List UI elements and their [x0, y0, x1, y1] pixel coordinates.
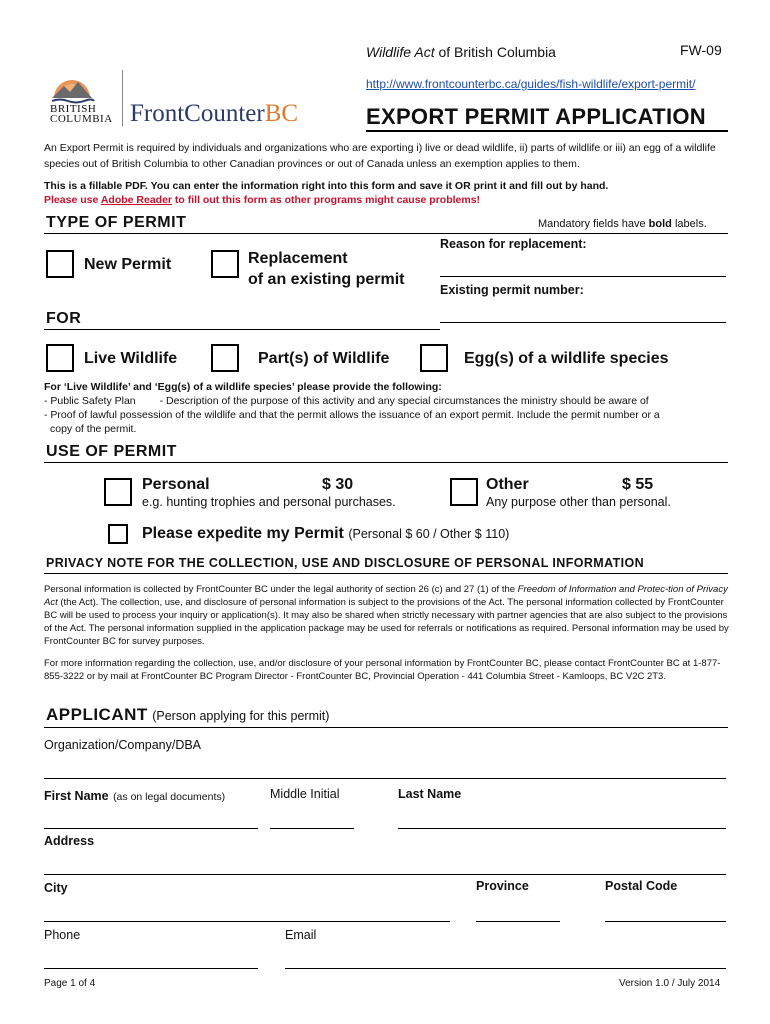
city-input[interactable]: [44, 921, 450, 922]
page-title: EXPORT PERMIT APPLICATION: [366, 104, 706, 129]
middle-initial-input[interactable]: [270, 828, 354, 829]
email-label: Email: [285, 928, 317, 942]
city-label: City: [44, 881, 68, 895]
intro-text: An Export Permit is required by individuals and organizations who are exporting i) live or dead wildlife, ii) parts of wildlife or iii) an egg of a wildlife species out of British Columbia to other Canadian provinces or out of Canada unless an exemption applies to them.: [44, 142, 716, 170]
for-requirements-note: [44, 380, 734, 436]
personal-description: e.g. hunting trophies and personal purchases.: [142, 495, 396, 509]
mandatory-note: [538, 218, 707, 230]
notice-line1: This is a fillable PDF. You can enter the information right into this form and save it OR print it and fill out by hand.: [44, 180, 609, 192]
requirements-line2: - Proof of lawful possession of the wildlife and that the permit allows the issuance of an export permit. Include the permit number or a: [44, 409, 660, 421]
fillable-notice: [44, 179, 608, 207]
bc-logo-line1: BRITISH: [50, 103, 97, 115]
first-name-note: (as on legal documents): [113, 791, 226, 803]
parts-wildlife-label: Part(s) of Wildlife: [258, 350, 390, 367]
brand-bc: BC: [264, 100, 299, 127]
notice-post: to fill out this form as other programs might cause problems!: [172, 194, 481, 206]
expedite-text: Please expedite my Permit: [142, 525, 344, 542]
expedite-label: [142, 525, 509, 543]
for-rule: [44, 329, 440, 330]
expedite-checkbox[interactable]: [108, 524, 128, 544]
privacy-paragraph-1: [44, 583, 734, 648]
eggs-checkbox[interactable]: [420, 344, 448, 372]
page-number: Page 1 of 4: [44, 978, 96, 989]
other-label: Other: [486, 476, 529, 493]
replacement-checkbox[interactable]: [211, 250, 239, 278]
requirement-safety-plan: - Public Safety Plan: [44, 395, 136, 407]
eggs-label: Egg(s) of a wildlife species: [464, 350, 669, 367]
org-input[interactable]: [44, 778, 726, 779]
other-price: $ 55: [622, 476, 654, 493]
address-input[interactable]: [44, 874, 726, 875]
personal-price: $ 30: [322, 476, 354, 493]
applicant-heading: APPLICANT: [46, 705, 148, 724]
logo-divider: [122, 70, 123, 126]
first-name-input[interactable]: [44, 828, 258, 829]
type-of-permit-rule: [44, 233, 728, 234]
last-name-input[interactable]: [398, 828, 726, 829]
bc-logo-text: [50, 104, 113, 124]
personal-label: Personal: [142, 476, 210, 493]
other-description: Any purpose other than personal.: [486, 495, 671, 509]
bc-logo-line2: COLUMBIA: [50, 113, 113, 125]
province-label: Province: [476, 879, 529, 893]
applicant-heading-wrap: [46, 705, 329, 725]
act-suffix: of British Columbia: [434, 44, 556, 60]
postal-code-label: Postal Code: [605, 879, 678, 893]
replacement-line2: of an existing permit: [248, 271, 405, 288]
province-input[interactable]: [476, 921, 560, 922]
mandatory-post: labels.: [671, 218, 707, 230]
first-name-label: First Name: [44, 789, 109, 803]
first-name-label-wrap: [44, 787, 225, 805]
adobe-reader-link[interactable]: Adobe Reader: [100, 194, 173, 206]
middle-initial-label: Middle Initial: [270, 787, 340, 801]
requirements-title: For ‘Live Wildlife’ and ‘Egg(s) of a wildlife species’ please provide the following:: [44, 381, 442, 393]
privacy-rule: [44, 573, 728, 574]
mandatory-pre: Mandatory fields have: [538, 218, 649, 230]
postal-code-input[interactable]: [605, 921, 726, 922]
new-permit-label: New Permit: [84, 256, 172, 273]
notice-line2: [44, 193, 608, 207]
for-heading: FOR: [46, 310, 82, 327]
new-permit-checkbox[interactable]: [46, 250, 74, 278]
replacement-label: [248, 248, 404, 290]
title-underline: [366, 130, 728, 132]
requirements-line1: [44, 394, 734, 408]
privacy-heading: PRIVACY NOTE FOR THE COLLECTION, USE AND DISCLOSURE OF PERSONAL INFORMATION: [46, 556, 645, 570]
personal-checkbox[interactable]: [104, 478, 132, 506]
applicant-rule: [44, 727, 728, 728]
live-wildlife-checkbox[interactable]: [46, 344, 74, 372]
org-label: Organization/Company/DBA: [44, 738, 202, 752]
privacy-act-name: Freedom of Information and Protec-tion of Privacy Act: [44, 584, 728, 608]
privacy-p1-pre: Personal information is collected by FrontCounter BC under the legal authority of section 26 (c) and 27 (1) of the: [44, 584, 518, 595]
guide-link[interactable]: http://www.frontcounterbc.ca/guides/fish-wildlife/export-permit/: [366, 77, 696, 91]
address-label: Address: [44, 834, 95, 848]
live-wildlife-label: Live Wildlife: [84, 350, 178, 367]
use-of-permit-heading: USE OF PERMIT: [46, 443, 177, 460]
form-code: FW-09: [680, 42, 722, 58]
notice-pre: Please use: [44, 194, 101, 206]
requirement-description: - Description of the purpose of this activity and any special circumstances the ministry should be aware of: [159, 395, 649, 407]
frontcounter-brand: [130, 100, 298, 128]
type-of-permit-heading: TYPE OF PERMIT: [46, 214, 187, 231]
mandatory-bold: bold: [648, 218, 672, 230]
act-reference: [366, 44, 556, 60]
email-input[interactable]: [285, 968, 726, 969]
reason-label: Reason for replacement:: [440, 237, 587, 251]
last-name-label: Last Name: [398, 787, 462, 801]
version-label: Version 1.0 / July 2014: [619, 978, 721, 989]
existing-number-input[interactable]: [440, 322, 726, 323]
other-checkbox[interactable]: [450, 478, 478, 506]
reason-input[interactable]: [440, 276, 726, 277]
applicant-note: (Person applying for this permit): [152, 709, 330, 723]
phone-input[interactable]: [44, 968, 258, 969]
privacy-p1-post: (the Act). The collection, use, and disclosure of personal information is subject to the provisions of the Act. The personal information collected by FrontCounter BC will be used to process your inquiry or application(s). It may also be shared when strictly necessary with partner agencies that are also subject to the provisions of the Act. The personal information supplied in the application package may be used for referrals or notifications as required. Personal information may be used by FrontCounter BC for survey purposes.: [44, 597, 729, 647]
existing-number-label: Existing permit number:: [440, 283, 584, 297]
parts-wildlife-checkbox[interactable]: [211, 344, 239, 372]
replacement-line1: Replacement: [248, 250, 348, 267]
phone-label: Phone: [44, 928, 81, 942]
expedite-fee-note: (Personal $ 60 / Other $ 110): [348, 527, 510, 541]
brand-front: FrontCounter: [130, 100, 265, 127]
requirements-line3: copy of the permit.: [50, 423, 137, 435]
act-name: Wildlife Act: [366, 44, 435, 60]
privacy-paragraph-2: For more information regarding the collection, use, and/or disclosure of your personal information by FrontCounter BC, please contact FrontCounter BC at 1-877-855-3222 or by mail at FrontCounter BC Program Director - FrontCounter BC, Provincial Operation - 441 Columbia Street - Kamloops, BC V2C 2T3.: [44, 658, 721, 682]
use-rule: [44, 462, 728, 463]
